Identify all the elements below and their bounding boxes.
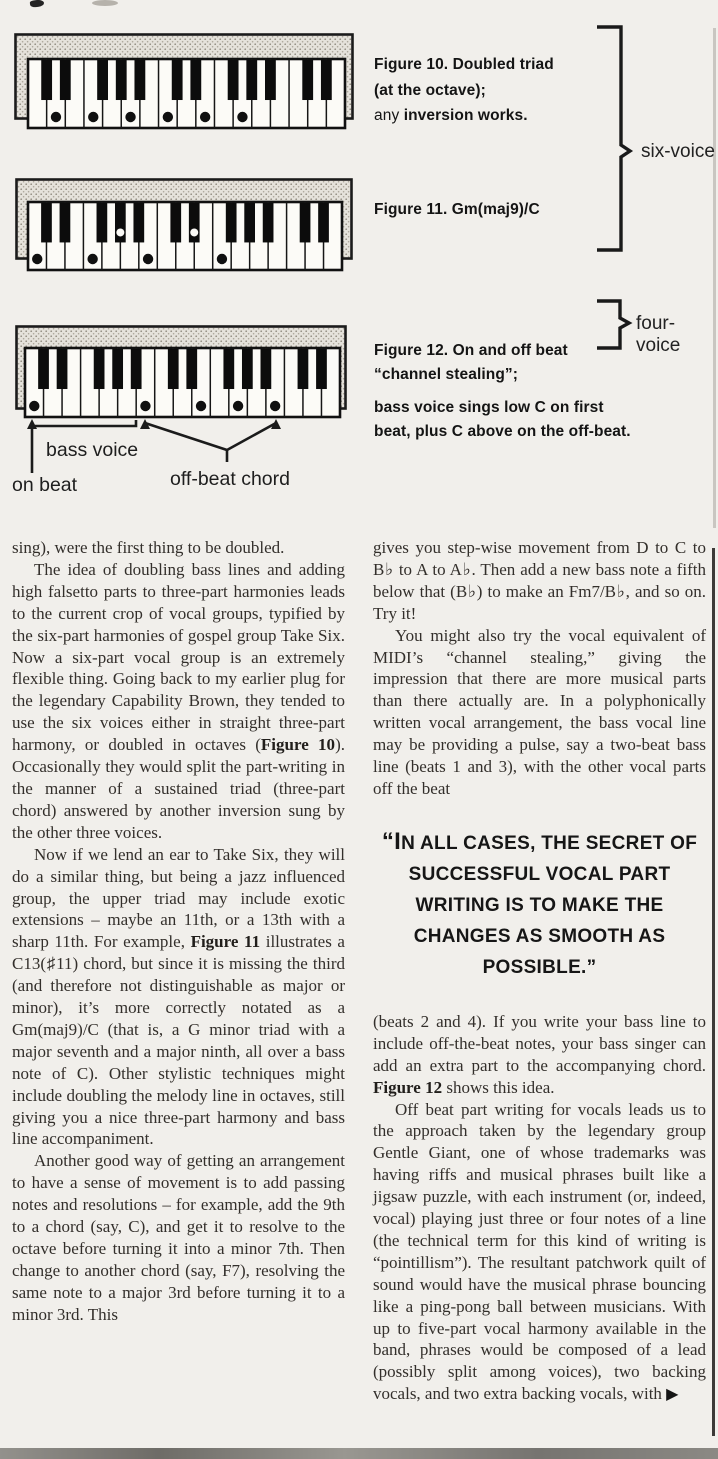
pull-quote-line: POSSIBLE.” — [482, 956, 597, 978]
right-column — [373, 537, 706, 1405]
text-run: Figure 12 — [373, 1077, 443, 1097]
text-run: The idea of doubling bass lines and adding high falsetto parts to three-part harmonies leads to the current crop of vocal groups, typified by the six-part harmonies of gospel group Take Six. Now a six-part vocal group is an extremely flexible thing. Going back to my earlier plug for the legendary Capability Brown, they tended to use the six voices either in straight three-part harmony, or doubled in octaves ( — [12, 559, 345, 755]
pull-quote-line: SUCCESSFUL VOCAL PART — [408, 863, 671, 885]
page-edge-line-lower — [712, 548, 715, 1436]
text-run: illustrates a C13(♯11) chord, but since it is missing the third (and therefore not distinguishable as major or minor), it’s more correctly notated as a Gm(maj9)/C (that is, a G minor triad with a major seventh and a major ninth, all over a bass note of C). Other stylistic techniques might include doubling the melody line in octaves, still giving you a nice three-part harmony and bass line accompaniment. — [12, 932, 345, 1149]
paragraph — [373, 625, 706, 800]
paragraph — [373, 1011, 706, 1099]
text-run: shows this idea. — [442, 1077, 555, 1097]
pull-quote — [373, 826, 706, 983]
text-run: Figure 11 — [190, 932, 261, 952]
text-run: ▶ — [666, 1384, 679, 1404]
four-voice-label: four-voice — [636, 313, 681, 356]
text-run: inversion works. — [403, 107, 528, 124]
left-column — [12, 537, 345, 1326]
page-edge-line-upper — [713, 28, 716, 528]
pull-quote-line: “IN ALL CASES, THE SECRET OF — [381, 827, 698, 855]
figure-12-note — [374, 396, 631, 443]
text-run: Figure 10 — [260, 735, 336, 755]
caption-line — [374, 420, 631, 444]
pull-quote-line: WRITING IS TO MAKE THE — [415, 894, 664, 916]
scan-artifact-blob — [30, 0, 45, 8]
caption-line — [374, 103, 554, 129]
pull-quote-line: CHANGES AS SMOOTH AS — [413, 925, 666, 947]
text-run: Figure 10. Doubled triad — [374, 56, 554, 73]
text-run: You might also try the vocal equivalent of MIDI’s “channel stealing,” giving the impression that there are more musical parts than there actually are. In a polyphonically written vocal arrangement, the bass vocal line may be providing a pulse, say a two-beat bass line (beats 1 and 3), with the other vocal parts off the beat — [373, 625, 706, 798]
paragraph — [373, 1099, 706, 1406]
text-run: (at the octave); — [374, 81, 486, 99]
caption-line — [374, 363, 568, 387]
page-bottom-edge — [0, 1448, 718, 1459]
text-run: Off beat part writing for vocals leads us to the approach taken by the legendary group Gentle Giant, one of whose trademarks was having riffs and musical phrases built like a jigsaw puzzle, with each instrument (or, indeed, vocal) playing just three or four notes of a line (the technical term for this kind of writing is “pointillism”). The resultant patchwork quilt of sound would have the musical phrase bouncing like a ping-pong ball between musicians. With up to five-part vocal harmony available in the band, phrases would be composed of a lead (possibly split among voices), two backing vocals, and two extra backing vocals, with — [373, 1099, 706, 1404]
text-run: beat, plus C above on the off-beat. — [374, 422, 631, 440]
text-run: (beats 2 and 4). If you write your bass line to include off-the-beat notes, your bass singer can add an extra part to the accompanying chord. — [373, 1011, 706, 1075]
paragraph — [12, 559, 345, 844]
paragraph — [12, 537, 345, 559]
paragraph — [373, 537, 706, 625]
caption-line — [374, 78, 554, 104]
keyboard-figure-10 — [14, 33, 358, 131]
off-beat-chord-label: off-beat chord — [170, 468, 290, 490]
figure-11-caption — [374, 197, 540, 223]
text-run: Another good way of getting an arrangement to have a sense of movement is to add passing notes and resolutions – for example, add the 9th to a chord (say, C), and get it to resolve to the octave before turning it into a minor 7th. Then change to another chord (say, F7), resolving the same note to a major 3rd before turning it to a minor 3rd. This — [12, 1151, 345, 1324]
bass-voice-label: bass voice — [46, 439, 139, 461]
text-run: Figure 12. On and off beat — [374, 342, 568, 359]
figure-12-caption — [374, 339, 568, 386]
figure-10-caption — [374, 52, 554, 129]
caption-line — [374, 339, 568, 363]
pull-quote-lead: “I — [381, 827, 402, 855]
text-run: Figure 11. Gm(maj9)/C — [374, 201, 540, 218]
on-beat-label: on beat — [12, 474, 78, 496]
six-voice-label: six-voice — [641, 141, 715, 162]
text-run: gives you step-wise movement from D to C to B♭ to A to A♭. Then add a new bass note a fifth below that (B♭) to make an Fm7/B♭, and so on. Try it! — [373, 538, 706, 623]
text-run: ). Occasionally they would split the part-writing in the manner of a sustained triad (three-part chord) answered by another inversion sung by the other three voices. — [12, 735, 345, 842]
caption-line — [374, 197, 540, 223]
text-run: sing), were the first thing to be doubled. — [12, 538, 285, 557]
keyboard-figure-11 — [15, 178, 359, 273]
paragraph — [12, 1150, 345, 1325]
text-run: bass voice sings low C on first — [374, 399, 604, 416]
caption-line — [374, 396, 631, 420]
keyboard-annotation — [10, 417, 370, 509]
scan-artifact-smudge — [92, 0, 118, 6]
text-run: any — [374, 107, 404, 124]
text-run: “channel stealing”; — [374, 365, 519, 383]
six-voice-bracket — [594, 24, 640, 254]
four-voice-bracket-path — [597, 301, 629, 348]
caption-line — [374, 52, 554, 78]
keyboard-figure-12 — [15, 325, 359, 420]
four-voice-bracket — [594, 298, 640, 352]
text-run: Now if we lend an ear to Take Six, they will do a similar thing, but being a jazz influenced group, the upper triad may include exotic extensions – maybe an 11th, or a 13th with a sharp 11th. For example, — [12, 844, 345, 952]
six-voice-bracket-path — [597, 27, 630, 250]
paragraph — [12, 844, 345, 1151]
